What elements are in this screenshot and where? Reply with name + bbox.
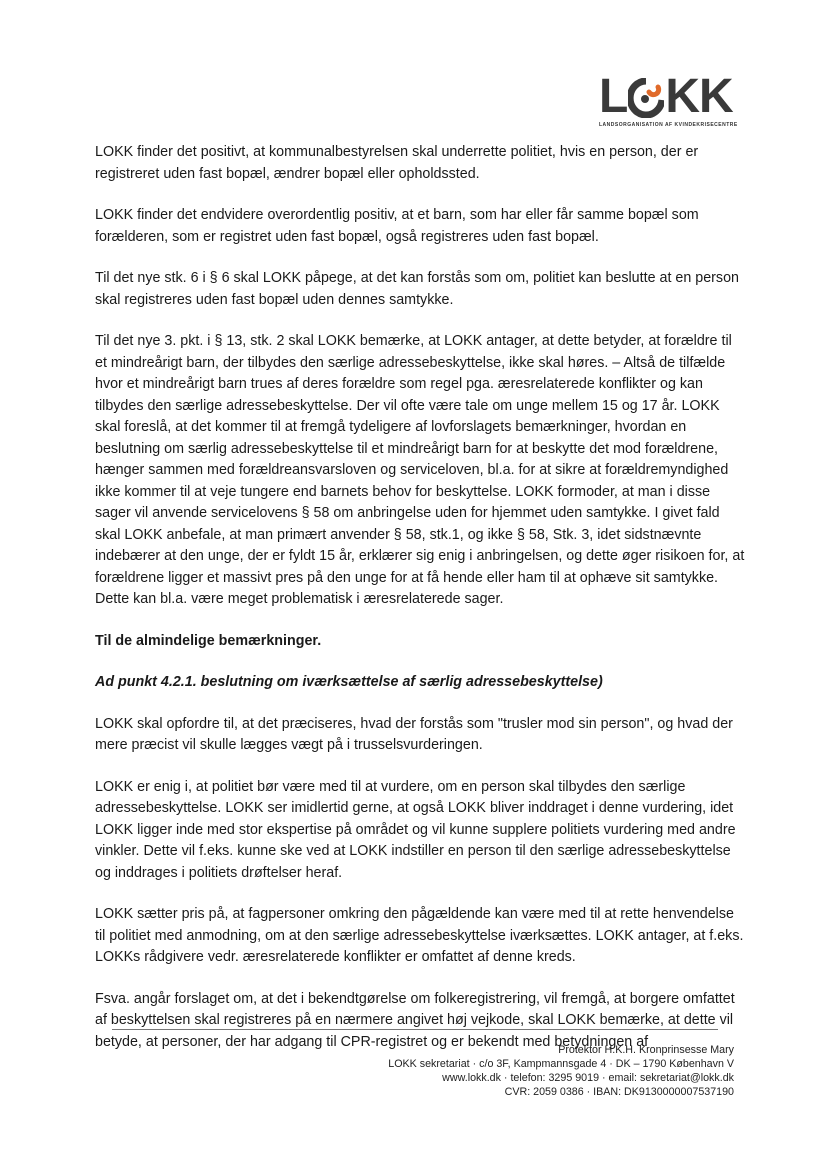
section-heading: Til de almindelige bemærkninger. xyxy=(95,632,322,649)
logo-letters-kk: KK xyxy=(665,70,733,123)
footer-patron: Protektor H.K.H. Kronprinsesse Mary xyxy=(558,1044,734,1056)
letter-body xyxy=(95,142,745,1073)
logo-wordmark xyxy=(599,70,733,123)
logo-o-emblem-icon xyxy=(628,78,664,118)
body-paragraph: Til det nye stk. 6 i § 6 skal LOKK påpege, at det kan forstås som om, politiet kan beslutte at en person skal registreres uden fast bopæl uden dennes samtykke. xyxy=(95,270,739,308)
section-heading: Ad punkt 4.2.1. beslutning om iværksættelse af særlig adressebeskyttelse) xyxy=(95,674,603,690)
body-paragraph: LOKK skal opfordre til, at det præciseres, hvad der forstås som "trusler mod sin person", og hvad der mere præcist vil skulle lægges vægt på i trusselsvurderingen. xyxy=(95,715,733,753)
body-paragraph: Til det nye 3. pkt. i § 13, stk. 2 skal LOKK bemærke, at LOKK antager, at dette betyder, at forældre til et mindreårigt barn, der tilbydes den særlige adressebeskyttelse, ikke skal høres. – Altså de tilfælde hvor et mindreårigt barn trues af deres forældre som regel pga. æresrelaterede konflikter og kan tilbydes den særlige adressebeskyttelse. Der vil ofte være tale om unge mellem 15 og 17 år. LOKK skal foreslå, at det kommer til at fremgå tydeligere af lovforslagets bemærkninger, hvordan en beslutning om særlig adressebeskyttelse til et mindreårigt barn for at beskytte det mod forældrene, hænger sammen med forældreansvarsloven og serviceloven, bl.a. for at sikre at forældremyndighed ikke kommer til at veje tungere end barnets behov for beskyttelse. LOKK formoder, at man i disse sager vil anvende servicelovens § 58 om anbringelse uden for hjemmet uden samtykke. I givet fald skal LOKK anbefale, at man primært anvender § 58, stk.1, og ikke § 58, Stk. 3, idet sidstnævnte indebærer at den unge, der er fyldt 15 år, erklærer sig enig i anbringelsen, og dette øger risikoen for, at forældrene ligger et massivt pres på den unge for at få hende eller ham til at ophæve sit samtykke. Dette kan bl.a. være meget problematisk i æresrelaterede sager. xyxy=(95,333,745,607)
body-paragraph: Fsva. angår forslaget om, at det i bekendtgørelse om folkeregistrering, vil fremgå, at borgere omfattet af beskyttelsen skal registreres på en nærmere angivet høj vejkode, skal LOKK bemærke, at dette vil betyde, at personer, der har adgang til CPR-registret og er bekendt med betydningen af xyxy=(95,990,735,1050)
logo-letter-l: L xyxy=(599,70,628,123)
footer-registration: CVR: 2059 0386 · IBAN: DK9130000007537190 xyxy=(504,1086,734,1098)
footer-address: LOKK sekretariat · c/o 3F, Kampmannsgade 4 · DK – 1790 København V xyxy=(388,1058,734,1070)
body-paragraph: LOKK finder det endvidere overordentlig positiv, at et barn, som har eller får samme bopæl som forælderen, som er registret uden fast bopæl, også registreres uden fast bopæl. xyxy=(95,207,699,245)
footer-divider xyxy=(112,1029,718,1030)
body-paragraph: LOKK sætter pris på, at fagpersoner omkring den pågældende kan være med til at rette henvendelse til politiet med anmodning, om at den særlige adressebeskyttelse iværksættes. LOKK antager, at f.eks. LOKKs rådgivere vedr. æresrelaterede konflikter er omfattet af denne kreds. xyxy=(95,906,744,965)
body-paragraph: LOKK er enig i, at politiet bør være med til at vurdere, om en person skal tilbydes den særlige adressebeskyttelse. LOKK ser imidlertid gerne, at også LOKK bliver inddraget i denne vurdering, idet LOKK ligger inde med stor ekspertise på området og vil kunne supplere politiets vurdering med andre vinkler. Dette vil f.eks. kunne ske ved at LOKK indstiller en person til den særlige adressebeskyttelse og inddrages i politiets drøftelser heraf. xyxy=(95,778,736,881)
body-paragraph: LOKK finder det positivt, at kommunalbestyrelsen skal underrette politiet, hvis en person, der er registreret uden fast bopæl, ændrer bopæl eller opholdssted. xyxy=(95,144,699,182)
footer xyxy=(388,1043,734,1099)
lokk-logo xyxy=(585,70,738,134)
logo-subtitle: LANDSORGANISATION AF KVINDEKRISECENTRE xyxy=(599,122,738,128)
footer-contact: www.lokk.dk · telefon: 3295 9019 · email: sekretariat@lokk.dk xyxy=(442,1072,734,1084)
